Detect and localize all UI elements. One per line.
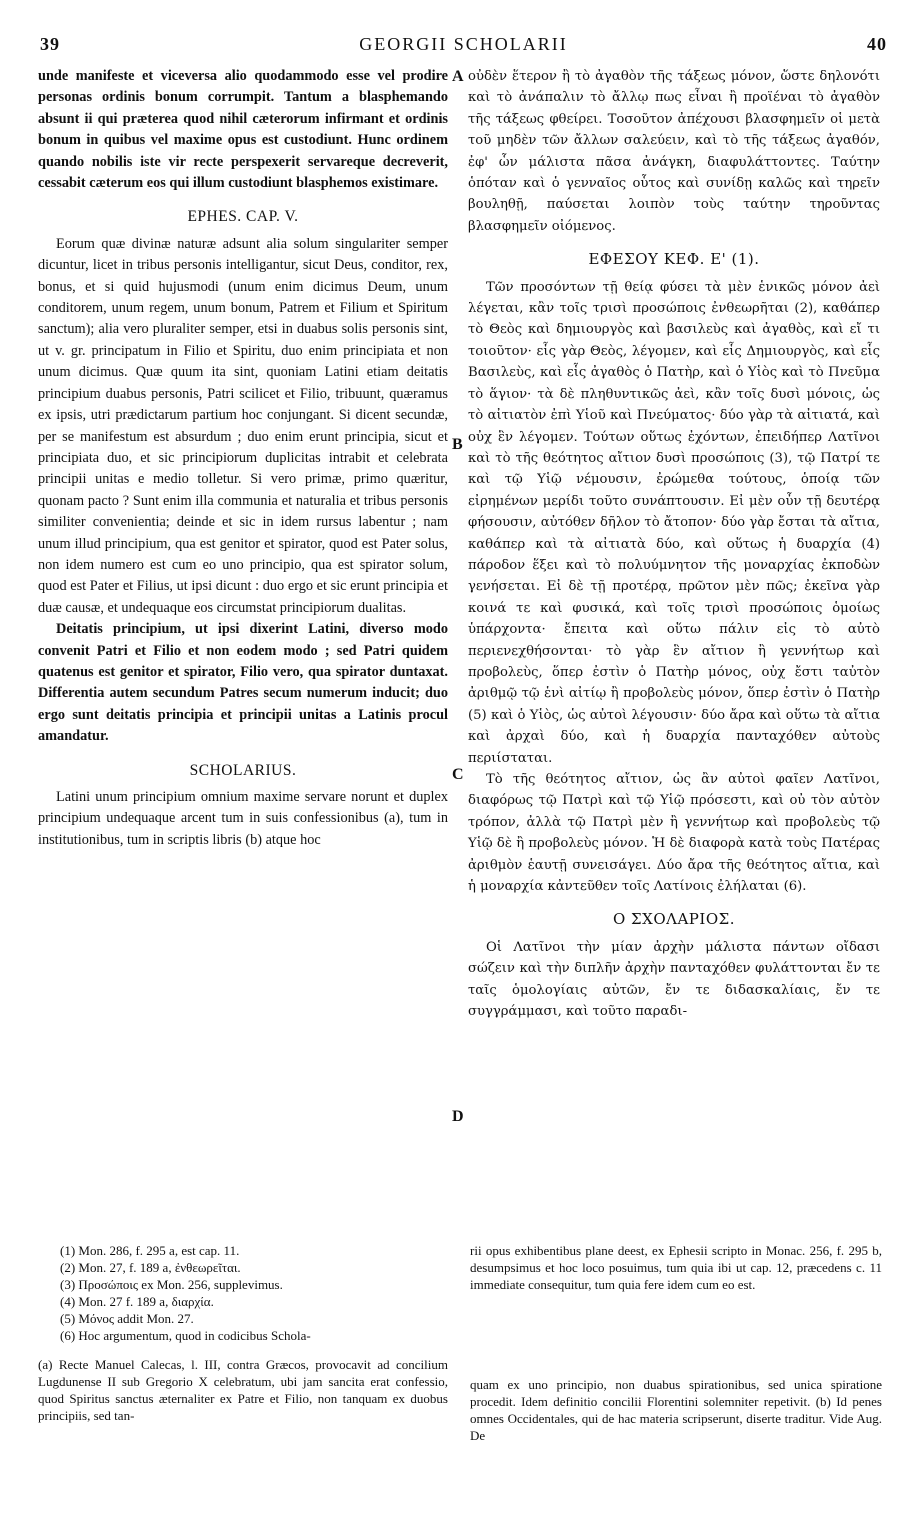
section-marker-c: C [452, 766, 464, 783]
latin-intro: unde manifeste et viceversa alio quodammodo esse vel prodire personas ordinis bonum corrumpit. Tantum a blasphemando absunt ii qui præterea quod nihil cæterorum infirmant et ordinis bonum in quibus vel maxime opus est custodiunt. Hunc ordinem quando nobilis iste vir recte perspexerit servareque decreverit, cessabit cæterum eos qui illum custodiunt blasphemos existimare. [38, 68, 448, 192]
greek-intro: οὐδὲν ἕτερον ἢ τὸ ἀγαθὸν τῆς τάξεως μόνον, ὥστε δηλονότι καὶ τὸ ἀνάπαλιν τὸ ἄλλῳ πως εἶναι ἢ προϊέναι τὸ ἀγαθὸν τῆς τάξεως φθείρει. Τοσοῦτον ἀπέχουσι βλασφημεῖν οἱ μετὰ τοῦ μηδὲν τῶν ἄλλων σαλεύειν, καὶ τὸ τῆς τάξεως ἀγαθόν, ἐφ' ὧν μάλιστα πᾶσα ἀνάγκη, διαφυλάττοντες. Ταύτην ὁπόταν καὶ ὁ γενναῖος οὗτος καὶ συνίδῃ καλῶς καὶ τηρεῖν βουληθῇ, παύσεται λοιπὸν τοὺς ταύτην τηροῦντας βλασφημεῖν οἰόμενος. [468, 69, 880, 234]
running-title: GEORGII SCHOLARII [359, 34, 568, 54]
latin-para-1: Eorum quæ divinæ naturæ adsunt alia solum singulariter semper dicuntur, licet in tribus personis intelligantur, sicut Deus, conditor, rex, bonus, et si quid hujusmodi (unum enim dicimus Deum, unum conditorem, unum regem, unum bonum, Patrem et Filium et Spiritum sanctum); alia vero pluraliter semper, etsi in duabus solis personis sint, ut v. gr. principatum in Filio et Spiritu, duo enim principiata et non unum dicimus. Quæ quum ita sint, quoniam Latini etiam deitatis principium duabus personis, Patri scilicet et Filio, tribuunt, quæramus ex ipsis, utri prædictarum partium hoc conjungant. Si dicent secundæ, per se manifestum est absurdum ; duo enim erunt principia, sicut et principiata duo, et sic principiorum duplicitas intrabit et celebrata principii unitas e medio tolletur. Si vero primæ, primo quæritur, quonam pacto ? Sunt enim illa communia et naturalia et tribus personis similiter convenientia; deinde et sic in idem rursus labentur ; nam unum illud principium, qua est genitor et spirator, quod est Pater solus, non idem numero est cum eo uno principio, qua est spirator solum, quod est Pater et Filius, ut ipsi dicunt : duo ergo et sic erunt principia et duæ causæ, et undequaque eos circumstat principiorum dualitas. [38, 235, 448, 616]
section-marker-d: D [452, 1108, 464, 1125]
footnote-2: (2) Mon. 27, f. 189 a, ἐνθεωρεῖται. [60, 1260, 241, 1275]
latin-para-3: Latini unum principium omnium maxime servare norunt et duplex principium undequaque arcent tum in suis confessionibus (a), tum in institutionibus, tum in scriptis libris (b) atque hoc [38, 789, 448, 848]
footnote-5: (5) Μόνος addit Mon. 27. [60, 1311, 194, 1326]
greek-para-1: Τῶν προσόντων τῇ θείᾳ φύσει τὰ μὲν ἑνικῶς μόνον ἀεὶ λέγεται, κἂν τοῖς τρισὶ προσώποις ἐνθεωρῆται (2), καθάπερ τὸ Θεὸς καὶ δημιουργὸς καὶ βασιλεὺς καὶ ἀγαθὸς, καὶ εἴ τι τοιοῦτον· εἷς γὰρ Θεὸς, λέγομεν, καὶ εἷς Δημιουργὸς, καὶ εἷς Βασιλεὺς, καὶ εἷς ἀγαθὸς ὁ Πατὴρ, καὶ ὁ Υἱὸς καὶ τὸ Πνεῦμα τὸ ἅγιον· τὰ δὲ πληθυντικῶς ἀεὶ, κἂν τοῖς δυσὶ μόνοις, ὡς τὸ αἰτιατὸν ἐπὶ Υἱοῦ καὶ Πνεύματος· δύο γὰρ τὰ αἰτιατά, καὶ οὐχ ἓν λέγομεν. Τούτων οὕτως ἐχόντων, ἐπειδήπερ Λατῖνοι καὶ τὸ τῆς θεότητος αἴτιον δυσὶ προσώποις (3), τῷ Πατρί τε καὶ τῷ Υἱῷ νέμουσιν, ἐρώμεθα τούτους, ὁποίᾳ τῶν εἰρημένων μερίδι τοῦτο συνάπτουσιν. Εἰ μὲν οὖν τῇ δευτέρᾳ φήσουσιν, αὐτόθεν δῆλον τὸ ἄτοπον· δύο γὰρ ἔσται τὰ αἴτια, καθάπερ καὶ τὰ αἰτιατὰ δύο, καὶ οὕτως ἡ δυαρχία (4) πάροδον ἕξει καὶ τὸ πολυύμνητον τῆς μοναρχίας ἐκποδὼν γενήσεται. Εἰ δὲ τῇ προτέρᾳ, πρῶτον μὲν πῶς; ἐκεῖνα γὰρ κοινά τε καὶ φυσικά, καὶ τοῖς τρισὶ προσώποις ὁμοίως ὑπάρχοντα· ἔπειτα καὶ οὕτω πάλιν εἰς τὸ αὐτὸ περιενεχθήσονται· τὸ γὰρ ἓν αἴτιον ἢ γεννήτωρ καὶ προβολεὺς, ὅπερ ἐστὶν ὁ Πατὴρ μόνος, οὐχ ἔστι ταὐτὸν ἀριθμῷ τῷ ἑνὶ αἰτίῳ ἢ προβολεὺς μόνον, ὅπερ ἐστὶν ὁ Πατὴρ (5) καὶ ὁ Υἱὸς, ὡς αὐτοὶ λέγουσιν· δύο ἄρα καὶ οὕτω τὰ αἴτια καὶ ἀρχαὶ δύο, καὶ ἡ δυαρχία πανταχόθεν αὐτοὺς περιίσταται. [468, 279, 880, 766]
editor-note-left: (a) Recte Manuel Calecas, l. III, contra Græcos, provocavit ad concilium Lugdunense II sub Gregorio X celebratum, ubi jam sancita erat confessio, quod Spiritus sanctus æternaliter ex Patre et Filio, non tanquam ex duobus principiis, sed tan- [38, 1357, 448, 1423]
latin-column [38, 66, 448, 851]
editor-note-right: quam ex uno principio, non duabus spirationibus, sed unica spiratione procedit. Idem definitio concilii Florentini solemniter repetivit. (b) Id penes omnes Occidentales, qui de hac materia scripserunt, diserte traditur. Vide Aug. De [470, 1377, 882, 1443]
section-marker-a: A [452, 68, 464, 85]
page-number-left: 39 [40, 34, 60, 54]
latin-para-2: Deitatis principium, ut ipsi dixerint Latini, diverso modo convenit Patri et Filio et non eodem modo ; sed Patri quidem quatenus est genitor et spirator, Filio vero, qua spirator duntaxat. Differentia autem secundum Patres secum numerum inducit; duo ergo sunt deitatis principia et principii unitas a Latinis procul amandatur. [38, 621, 448, 745]
page-number-right: 40 [867, 34, 887, 54]
greek-heading-ephesou: ΕΦΕΣΟΥ ΚΕΦ. Ε' (1). [588, 250, 760, 269]
footnote-continuation: rii opus exhibentibus plane deest, ex Ephesii scripto in Monac. 256, f. 295 b, desumpsimus et hoc loco posuimus, tum quia ibi ut cap. 12, præcedens c. 11 immediate consequitur, tum quia fere idem cum eo est. [470, 1243, 882, 1292]
footnote-4: (4) Mon. 27 f. 189 a, διαρχία. [60, 1294, 214, 1309]
section-marker-b: B [452, 436, 463, 453]
greek-para-3: Οἱ Λατῖνοι τὴν μίαν ἀρχὴν μάλιστα πάντων οἴδασι σώζειν καὶ τὴν διπλῆν ἀρχὴν πανταχόθεν φυλάττονται ἔν τε ταῖς ὁμολογίαις αὐτῶν, ἔν τε διδασκαλίαις, ἔν τε συγγράμμασι, καὶ τοῦτο παραδι- [468, 939, 880, 1020]
footnotes [60, 1242, 450, 1344]
greek-heading-scholarios: Ο ΣΧΟΛΑΡΙΟΣ. [612, 910, 735, 929]
footnote-3: (3) Προσώποις ex Mon. 256, supplevimus. [60, 1277, 283, 1292]
running-header [40, 34, 887, 60]
latin-heading-ephes: EPHES. CAP. V. [187, 208, 299, 226]
footnote-6: (6) Hoc argumentum, quod in codicibus Schola- [60, 1328, 311, 1343]
greek-para-2: Τὸ τῆς θεότητος αἴτιον, ὡς ἂν αὐτοὶ φαῖεν Λατῖνοι, διαφόρως τῷ Πατρὶ καὶ τῷ Υἱῷ πρόσεστι, καὶ οὐ τὸν αὐτὸν τρόπον, ἀλλὰ τῷ Πατρὶ μὲν ἢ γεννήτωρ καὶ προβολεὺς τῷ Υἱῷ δὲ ἢ προβολεὺς μόνον. Ἡ δὲ διαφορὰ κατὰ τοὺς Πατέρας ἀριθμὸν ἑαυτῇ συνεισάγει. Δύο ἄρα τῆς θεότητος αἴτια, καὶ ἡ μοναρχία κἀντεῦθεν τοῖς Λατίνοις ἐλήλαται (6). [468, 772, 880, 895]
latin-heading-scholarius: SCHOLARIUS. [189, 761, 297, 779]
footnote-1: (1) Mon. 286, f. 295 a, est cap. 11. [60, 1243, 240, 1258]
greek-column [468, 66, 880, 1022]
